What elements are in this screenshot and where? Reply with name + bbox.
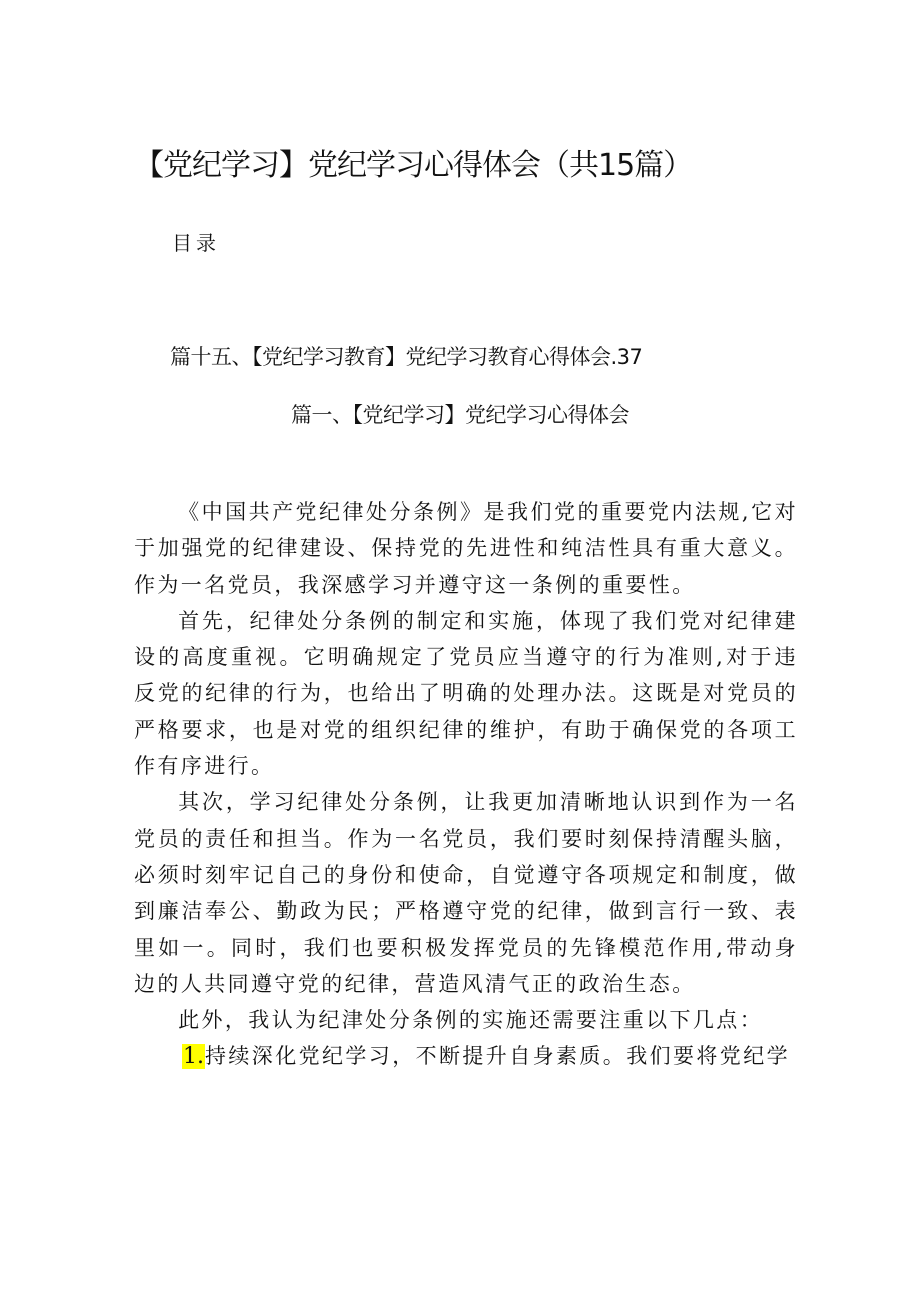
- paragraph-second: 其次，学习纪律处分条例，让我更加清晰地认识到作为一名党员的责任和担当。作为一名党员，我们要时刻保持清醒头脑，必须时刻牢记自己的身份和使命，自觉遵守各项规定和制度，做到廉洁奉公、勤政为民；严格遵守党的纪律，做到言行一致、表里如一。同时，我们也要积极发挥党员的先锋模范作用,带动身边的人共同遵守党的纪律，营造风清气正的政治生态。: [134, 790, 798, 996]
- list-item: [134, 1038, 798, 1075]
- document-title: 【党纪学习】党纪学习心得体会（共15篇）: [134, 148, 693, 183]
- toc-label: 目录: [172, 231, 220, 255]
- toc-entry[interactable]: 篇十五、【党纪学习教育】党纪学习教育心得体会.37: [170, 345, 643, 369]
- section-heading: 篇一、【党纪学习】党纪学习心得体会: [291, 403, 629, 427]
- paragraph-intro: 《中国共产党纪律处分条例》是我们党的重要党内法规,它对于加强党的纪律建设、保持党的先进性和纯洁性具有重大意义。作为一名党员，我深感学习并遵守这一条例的重要性。: [134, 500, 798, 597]
- list-item-number: 1.: [183, 1044, 204, 1070]
- paragraph-first: 首先，纪律处分条例的制定和实施，体现了我们党对纪律建设的高度重视。它明确规定了党员应当遵守的行为准则,对于违反党的纪律的行为，也给出了明确的处理办法。这既是对党员的严格要求，也是对党的组织纪律的维护，有助于确保党的各项工作有序进行。: [134, 608, 798, 779]
- list-item-text: 持续深化党纪学习，不断提升自身素质。我们要将党纪学: [205, 1044, 790, 1069]
- paragraph-additional: 此外，我认为纪津处分条例的实施还需要注重以下几点：: [178, 1008, 764, 1033]
- body-text: [134, 494, 798, 1076]
